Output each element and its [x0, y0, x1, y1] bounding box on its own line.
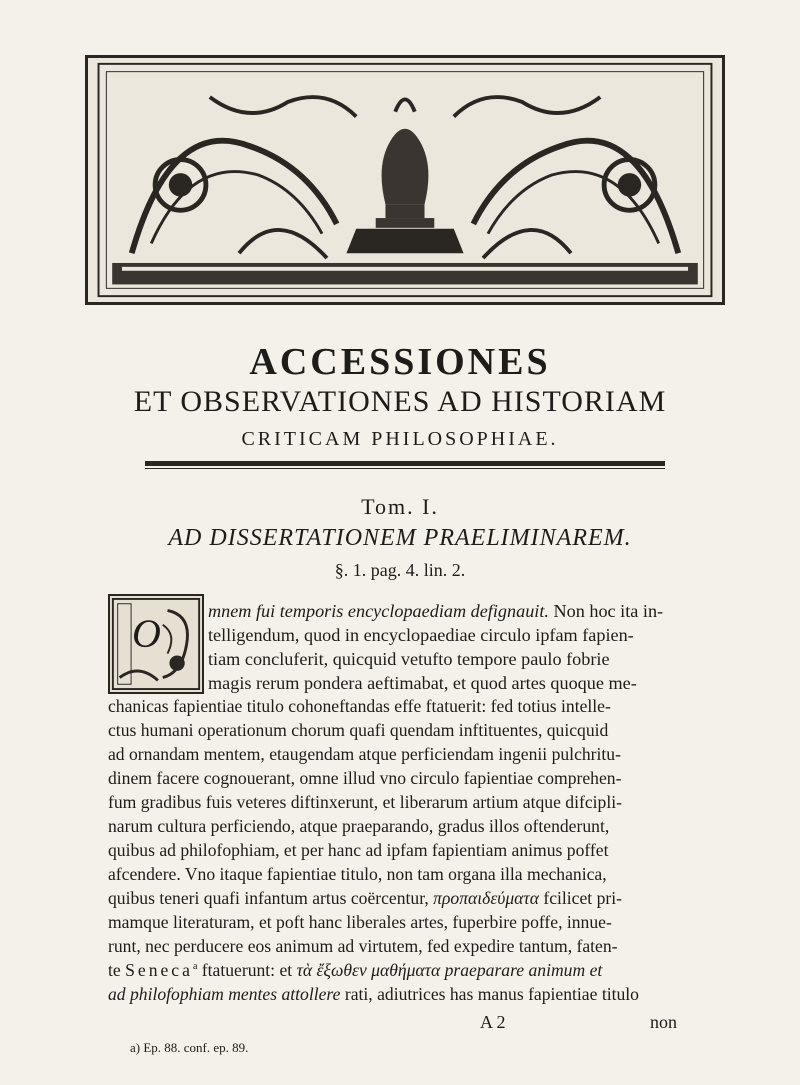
paragraph-reference: §. 1. pag. 4. lin. 2.	[334, 560, 466, 580]
text-line-7: ad ornandam mentem, etaugendam atque perficiendam ingenii pulchritu-	[108, 744, 621, 764]
text-line-16: te Seneca$^a$ ftatuerunt: et τὰ ἔξωθεν μαθήματα praeparare animum et	[108, 960, 603, 980]
section-heading: AD DISSERTATIONEM PRAELIMINAREM.	[168, 525, 632, 551]
decorated-initial	[108, 594, 204, 694]
footnote-marker: a	[192, 961, 198, 973]
signature-mark: A 2	[480, 1012, 506, 1032]
text-line-15: runt, nec perducere eos animum ad virtutem, fed expedire tantum, faten-	[108, 936, 618, 956]
initial-letter: O	[132, 611, 161, 656]
text-line-10: narum cultura perficiendo, atque praeparando, gradus illos oftenderunt,	[108, 816, 610, 836]
title-observationes: ET OBSERVATIONES AD HISTORIAM	[133, 385, 667, 418]
author-name-seneca: Seneca	[125, 960, 193, 980]
double-rule	[145, 461, 665, 466]
text-line-1: mnem fui temporis encyclopaediam defignauit. Non hoc ita in-	[208, 601, 664, 621]
text-line-14: mamque literaturam, et poft hanc liberales artes, fuperbire poffe, innue-	[108, 912, 612, 932]
catchword: non	[650, 1012, 677, 1032]
text-line-12: afcendere. Vno itaque fapientiae titulo, non tam organa illa mechanica,	[108, 864, 607, 884]
headpiece-ornament-icon	[88, 58, 722, 302]
text-line-5: chanicas fapientiae titulo cohoneftandas effe ftatuerit: fed totius intelle-	[108, 696, 611, 716]
text-line-11: quibus ad philofophiam, et per hanc ad ipfam fapientiam animus poffet	[108, 840, 609, 860]
text-line-2: telligendum, quod in encyclopaediae circulo ipfam fapien-	[208, 625, 634, 645]
text-line-6: ctus humani operationum chorum quafi quendam inftituentes, quicquid	[108, 720, 609, 740]
text-line-13: quibus teneri quafi infantum artus coërcentur, προπαιδεύματα fcilicet pri-	[108, 888, 622, 908]
volume-heading: Tom. I.	[361, 494, 439, 519]
ornamental-headpiece	[85, 55, 725, 305]
title-accessiones: ACCESSIONES	[249, 341, 551, 383]
double-rule-thin	[145, 468, 665, 469]
text-line-17: ad philofophiam mentes attollere rati, adiutrices has manus fapientiae titulo	[108, 984, 639, 1004]
text-line-3: tiam concluferit, quicquid vetufto tempore paulo fobrie	[208, 649, 610, 669]
footnote: a) Ep. 88. conf. ep. 89.	[130, 1040, 249, 1055]
title-criticam: CRITICAM PHILOSOPHIAE.	[241, 428, 559, 450]
text-line-4: magis rerum pondera aeftimabat, et quod artes quoque me-	[208, 673, 637, 693]
text-line-9: fum gradibus fuis veteres diftinxerunt, et liberarum artium atque difcipli-	[108, 792, 622, 812]
text-line-8: dinem facere cognouerant, omne illud vno circulo fapientiae comprehen-	[108, 768, 622, 788]
